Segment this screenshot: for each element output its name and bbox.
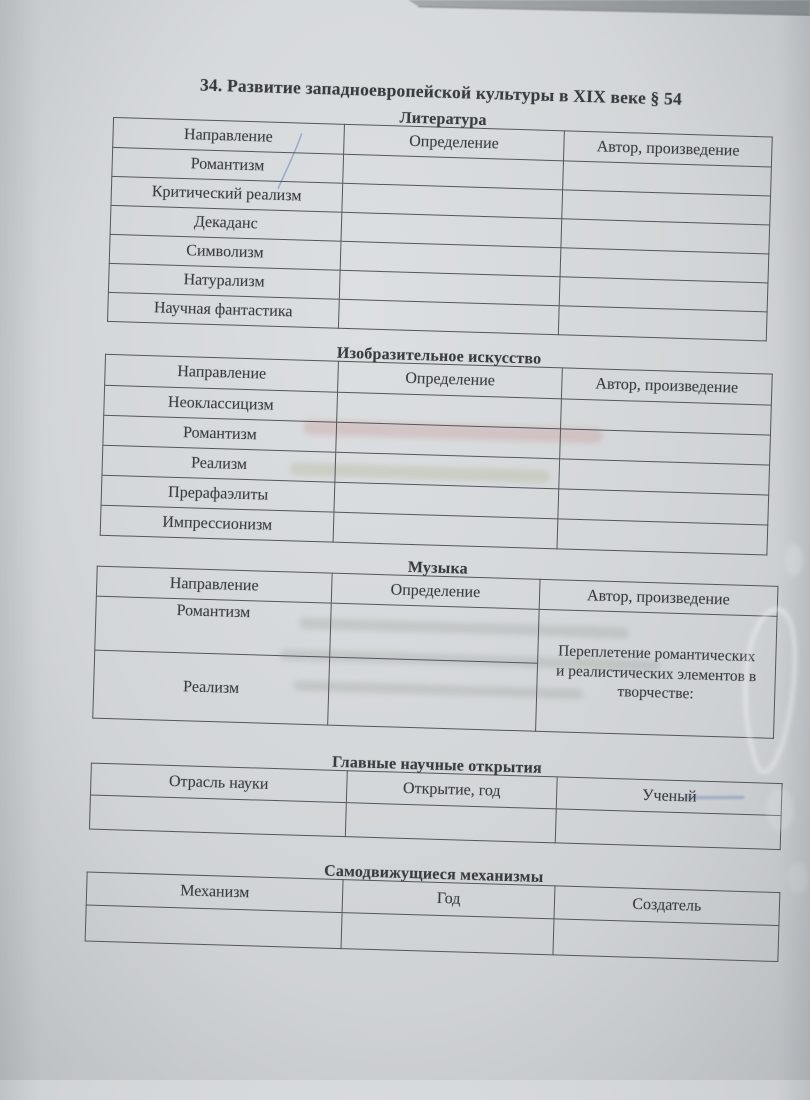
direction-cell: Критический реализм	[111, 176, 342, 212]
table-music	[92, 566, 778, 739]
direction-cell: Натурализм	[108, 263, 339, 299]
empty-cell	[553, 919, 779, 962]
direction-cell: Романтизм	[103, 415, 337, 452]
header-cell-year: Год	[342, 880, 554, 919]
direction-cell: Импрессионизм	[100, 505, 334, 542]
table-title-literature: Литература	[399, 109, 487, 130]
empty-cell	[330, 603, 539, 663]
section-music	[92, 550, 779, 739]
direction-cell: Реализм	[93, 650, 330, 725]
direction-cell: Декаданс	[110, 205, 341, 241]
table-title-discoveries: Главные научные открытия	[331, 753, 543, 777]
direction-cell: Неоклассицизм	[104, 385, 338, 422]
page-title: 34. Развитие западноевропейской культуры в XIX веке § 54	[199, 74, 683, 109]
header-cell-creator: Создатель	[554, 886, 780, 926]
header-cell-definition: Определение	[331, 573, 540, 609]
empty-cell	[89, 795, 346, 837]
header-cell-discovery-year: Открытие, год	[346, 771, 558, 809]
header-cell-science-branch: Отрасль науки	[90, 763, 346, 803]
section-literature	[107, 101, 773, 341]
empty-cell	[85, 905, 342, 949]
header-cell-direction: Направление	[96, 566, 332, 603]
empty-cell	[345, 803, 557, 843]
empty-cell	[341, 913, 553, 955]
direction-cell: Романтизм	[112, 147, 343, 183]
table-title-music: Музыка	[407, 558, 469, 578]
empty-cell	[338, 299, 560, 335]
section-visual-art	[100, 338, 774, 556]
header-cell-definition: Определение	[343, 124, 565, 161]
table-title-mechanisms: Самодвижущиеся механизмы	[323, 862, 544, 887]
section-discoveries	[89, 747, 783, 850]
direction-cell: Научная фантастика	[108, 292, 339, 328]
empty-cell	[556, 809, 782, 850]
direction-cell: Романтизм	[95, 596, 331, 657]
header-cell-scientist: Ученый	[557, 777, 782, 816]
direction-cell: Реализм	[102, 445, 336, 482]
section-mechanisms	[85, 855, 781, 962]
table-visual-art	[100, 354, 773, 556]
empty-cell	[557, 519, 768, 555]
empty-cell	[559, 306, 767, 341]
empty-cell	[334, 512, 558, 549]
empty-cell	[328, 657, 538, 731]
author-note-cell: Переплетение романтических и реалистических элементов в творчестве:	[535, 609, 777, 738]
table-title-visual-art: Изобразительное искусство	[336, 344, 542, 368]
header-cell-direction: Направление	[105, 354, 339, 392]
header-cell-direction: Направление	[113, 117, 344, 154]
header-cell-author: Автор, произведение	[564, 131, 772, 167]
direction-cell: Прерафаэлиты	[101, 475, 335, 512]
header-cell-definition: Определение	[338, 361, 562, 399]
direction-cell: Символизм	[109, 234, 340, 270]
header-cell-author: Автор, произведение	[539, 579, 778, 616]
table-literature	[107, 117, 773, 341]
header-cell-author: Автор, произведение	[561, 368, 772, 405]
header-cell-mechanism: Механизм	[86, 872, 343, 913]
